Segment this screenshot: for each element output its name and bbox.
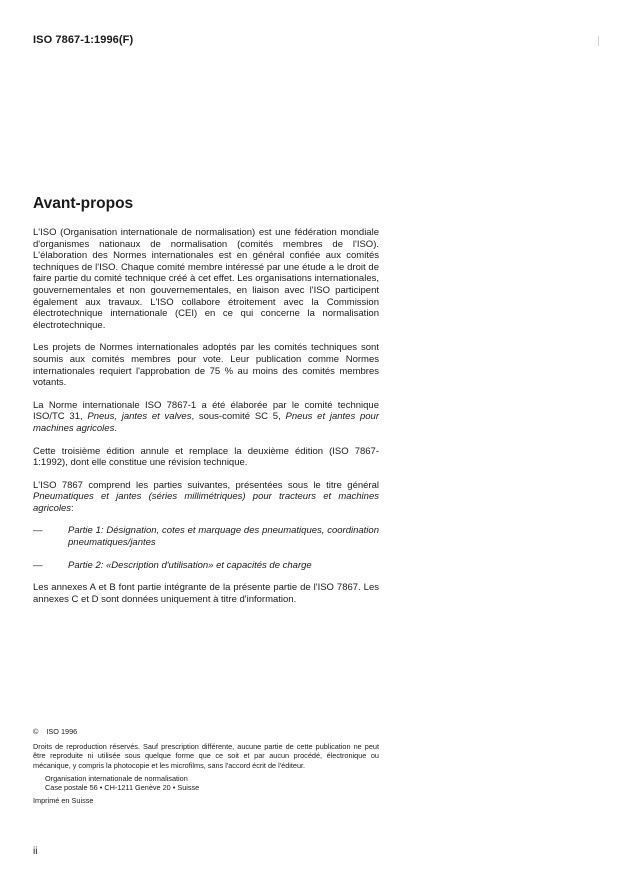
paragraph-committee (33, 400, 379, 435)
document-id-header: ISO 7867-1:1996(F) (33, 34, 134, 46)
paragraph-annexes: Les annexes A et B font partie intégrante de la présente partie de l'ISO 7867. Les annexes C et D sont données uniquement à titre d'information. (33, 582, 379, 605)
address-line-1: Organisation internationale de normalisation (45, 773, 188, 783)
copyright-icon: © (33, 727, 39, 736)
subcommittee-name: Pneus et jantes pour machines agricoles (33, 411, 379, 434)
list-item-text: Partie 1: Désignation, cotes et marquage des pneumatiques, coordination pneumatiques/jantes (68, 525, 379, 549)
paragraph-voting: Les projets de Normes internationales adoptés par les comités techniques sont soumis aux comités membres pour vote. Leur publication comme Normes internationales requiert l'approbation de 75 % au moins des comités membres votants. (33, 342, 379, 389)
parts-text-2: : (71, 502, 74, 514)
committee-text-1: La Norme internationale ISO 7867-1 a été élaborée par le comité technique ISO/TC 31, (33, 399, 379, 423)
copyright-line (33, 727, 379, 736)
scan-edge-mark (598, 36, 599, 46)
paragraph-edition: Cette troisième édition annule et remplace la deuxième édition (ISO 7867-1:1992), dont elle constitue une révision technique. (33, 445, 379, 469)
list-item-text: Partie 2: «Description d'utilisation» et capacités de charge (68, 559, 312, 571)
committee-name: Pneus, jantes et valves (87, 411, 192, 423)
list-dash: — (33, 559, 43, 571)
address-block (33, 774, 379, 792)
page-number: ii (33, 846, 38, 857)
list-dash: — (33, 525, 43, 537)
list-item (33, 525, 379, 548)
rights-notice: Droits de reproduction réservés. Sauf prescription différente, aucune partie de cette publication ne peut être reproduite ni utilisée sous quelque forme que ce soit et par aucun procédé, électronique ou mécanique, y compris la photocopie et les microfilms, sans l'accord écrit de l'éditeur. (33, 742, 379, 770)
committee-text-2: , sous-comité SC 5, (191, 411, 286, 423)
address-line-2: Case postale 56 • CH-1211 Genève 20 • Suisse (45, 783, 200, 793)
printed-in: Imprimé en Suisse (33, 796, 94, 806)
list-item (33, 560, 379, 572)
paragraph-iso-description: L'ISO (Organisation internationale de normalisation) est une fédération mondiale d'organismes nationaux de normalisation (comités membres de l'ISO). L'élaboration des Normes internationales est en général confiée aux comités techniques de l'ISO. Chaque comité membre intéressé par une étude a le droit de faire partie du comité technique créé à cet effet. Les organisations internationales, gouvernementales et non gouvernementales, en liaison avec l'ISO participent également aux travaux. L'ISO collabore étroitement avec la Commission électrotechnique internationale (CEI) en ce qui concerne la normalisation électrotechnique. (33, 227, 379, 331)
parts-general-title: Pneumatiques et jantes (séries millimétriques) pour tracteurs et machines agricoles (33, 491, 379, 514)
copyright-footer (33, 727, 379, 805)
committee-text-3: . (114, 422, 117, 434)
foreword-body (33, 227, 379, 616)
copyright-text: ISO 1996 (46, 727, 78, 736)
paragraph-parts (33, 480, 379, 515)
section-title: Avant-propos (33, 195, 134, 212)
parts-text-1: L'ISO 7867 comprend les parties suivantes, présentées sous le titre général (33, 479, 379, 491)
